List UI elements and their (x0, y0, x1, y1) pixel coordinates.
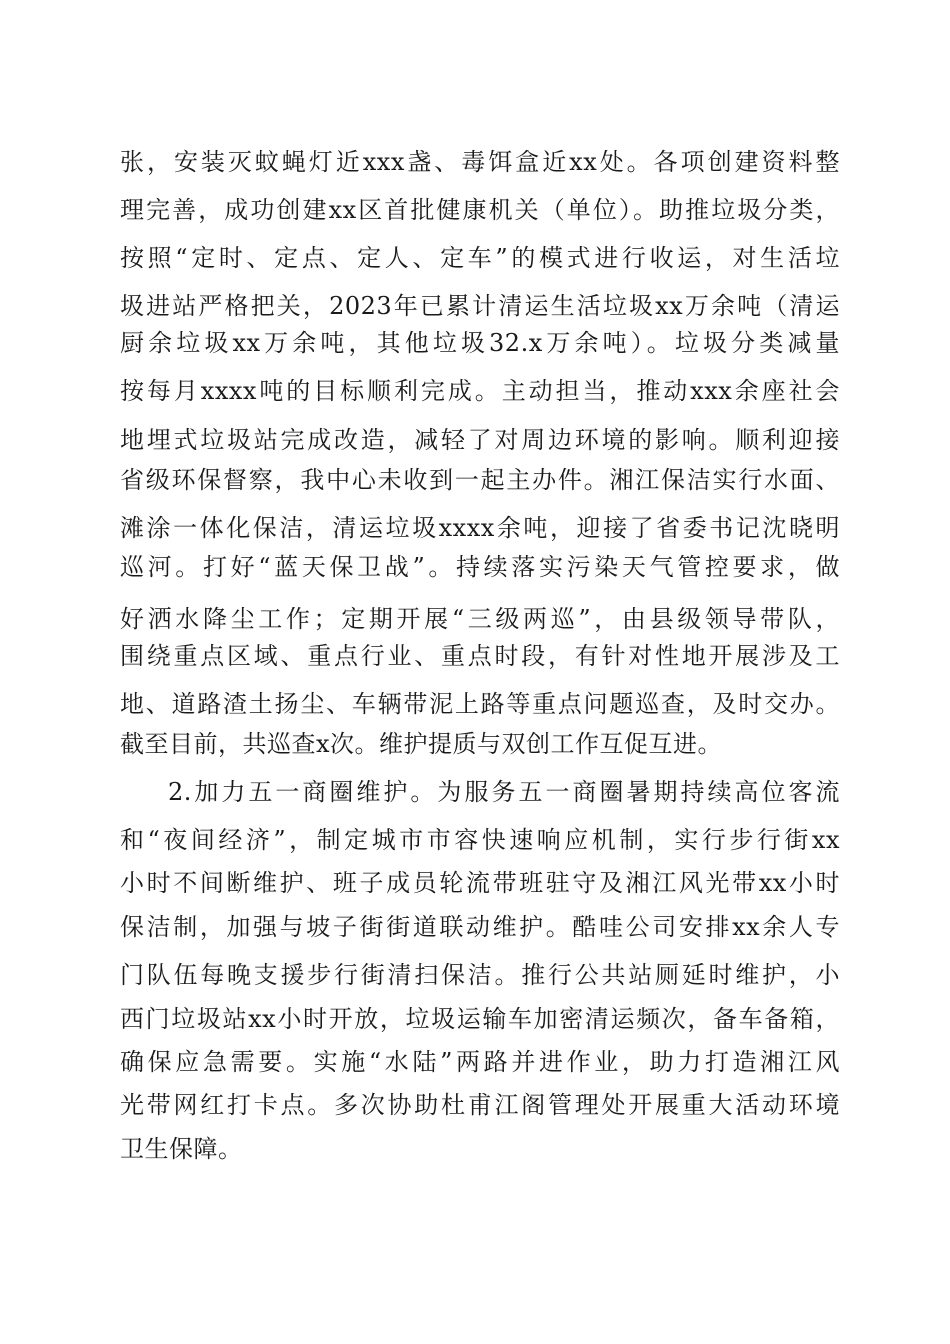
text-line: 按照“定时、定点、定人、定车”的模式进行收运，对生活垃 (120, 244, 840, 272)
text-line: 小时不间断维护、班子成员轮流带班驻守及湘江风光带xx小时 (120, 869, 840, 897)
text-line: 光带网红打卡点。多次协助杜甫江阁管理处开展重大活动环境 (120, 1091, 840, 1119)
text-line: 理完善，成功创建xx区首批健康机关（单位）。助推垃圾分类， (120, 196, 840, 224)
text-line: 按每月xxxx吨的目标顺利完成。主动担当，推动xxx余座社会 (120, 377, 840, 405)
text-line: 圾进站严格把关，2023年已累计清运生活垃圾xx万余吨（清运 (120, 292, 840, 320)
text-line: 卫生保障。 (120, 1135, 243, 1163)
text-line: 西门垃圾站xx小时开放，垃圾运输车加密清运频次，备车备箱， (120, 1005, 840, 1033)
text-line: 地、道路渣土扬尘、车辆带泥上路等重点问题巡查，及时交办。 (120, 690, 840, 718)
text-line: 张，安装灭蚊蝇灯近xxx盏、毒饵盒近xx处。各项创建资料整 (120, 148, 840, 176)
text-line: 巡河。打好“蓝天保卫战”。持续落实污染天气管控要求，做 (120, 553, 840, 581)
text-line: 厨余垃圾xx万余吨，其他垃圾32.x万余吨）。垃圾分类减量 (120, 329, 840, 357)
text-line: 门队伍每晚支援步行街清扫保洁。推行公共站厕延时维护，小 (120, 961, 840, 989)
text-line: 和“夜间经济”，制定城市市容快速响应机制，实行步行街xx (120, 826, 840, 854)
text-line: 省级环保督察，我中心未收到一起主办件。湘江保洁实行水面、 (120, 466, 840, 494)
text-line: 围绕重点区域、重点行业、重点时段，有针对性地开展涉及工 (120, 642, 840, 670)
text-line: 滩涂一体化保洁，清运垃圾xxxx余吨，迎接了省委书记沈晓明 (120, 514, 840, 542)
text-line: 确保应急需要。实施“水陆”两路并进作业，助力打造湘江风 (120, 1048, 840, 1076)
text-line: 地埋式垃圾站完成改造，减轻了对周边环境的影响。顺利迎接 (120, 426, 840, 454)
text-line: 保洁制，加强与坡子街街道联动维护。酷哇公司安排xx余人专 (120, 913, 840, 941)
text-line: 截至目前，共巡查x次。维护提质与双创工作互促互进。 (120, 730, 723, 758)
text-line: 好洒水降尘工作；定期开展“三级两巡”，由县级领导带队， (120, 605, 840, 633)
paragraph-first-line: 2.加力五一商圈维护。为服务五一商圈暑期持续高位客流 (168, 778, 840, 806)
